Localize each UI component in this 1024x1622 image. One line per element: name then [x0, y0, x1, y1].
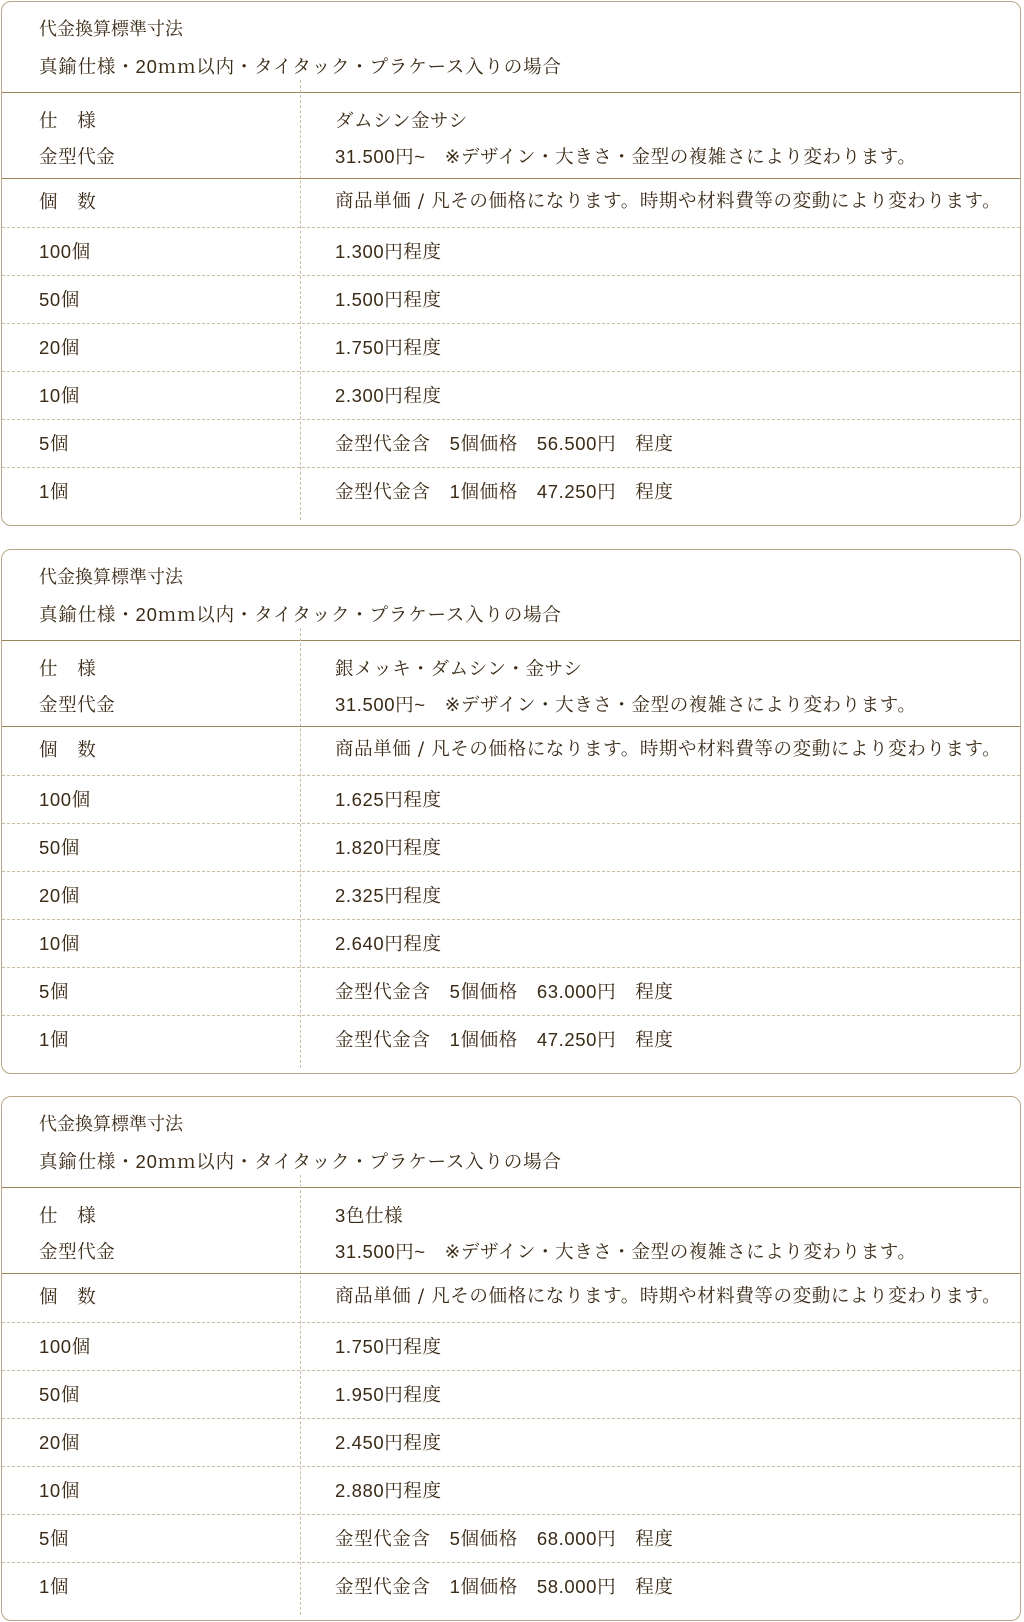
mold-label: 金型代金	[39, 146, 116, 167]
card-header	[2, 1097, 1020, 1188]
row-price: 金型代金含 5個価格 63.000円 程度	[335, 981, 674, 1002]
row-price: 1.500円程度	[335, 289, 442, 310]
card-subtitle: 真鍮仕様・20ｍｍ以内・タイタック・プラケース入りの場合	[39, 604, 562, 625]
card-title: 代金換算標準寸法	[39, 567, 183, 588]
row-qty: 5個	[39, 981, 69, 1002]
row-price: 金型代金含 5個価格 56.500円 程度	[335, 433, 674, 454]
table-row	[2, 1419, 1020, 1467]
row-qty: 100個	[39, 241, 91, 262]
row-price: 金型代金含 1個価格 47.250円 程度	[335, 1029, 674, 1050]
row-price: 1.300円程度	[335, 241, 442, 262]
table-row	[2, 1515, 1020, 1563]
row-qty: 50個	[39, 1384, 80, 1405]
row-price: 金型代金含 5個価格 68.000円 程度	[335, 1528, 674, 1549]
row-price: 金型代金含 1個価格 47.250円 程度	[335, 481, 674, 502]
table-row	[2, 228, 1020, 276]
table-row	[2, 1371, 1020, 1419]
spec-value: ダムシン金サシ	[335, 110, 468, 131]
card-title: 代金換算標準寸法	[39, 19, 183, 40]
table-row	[2, 920, 1020, 968]
row-price: 金型代金含 1個価格 58.000円 程度	[335, 1576, 674, 1597]
table-row	[2, 276, 1020, 324]
row-price: 2.450円程度	[335, 1432, 442, 1453]
row-price: 2.880円程度	[335, 1480, 442, 1501]
spec-value: 銀メッキ・ダムシン・金サシ	[335, 658, 583, 679]
mold-value: 31.500円~ ※デザイン・大きさ・金型の複雑さにより変わります。	[335, 146, 917, 167]
price-card-3	[1, 1096, 1021, 1621]
spec-label: 仕 様	[39, 110, 97, 131]
qty-label: 個 数	[39, 191, 97, 212]
row-price: 2.640円程度	[335, 933, 442, 954]
row-price: 2.325円程度	[335, 885, 442, 906]
table-row	[2, 968, 1020, 1016]
table-row	[2, 776, 1020, 824]
row-qty: 1個	[39, 1576, 69, 1597]
row-qty: 1個	[39, 481, 69, 502]
row-qty: 20個	[39, 885, 80, 906]
row-price: 1.625円程度	[335, 789, 442, 810]
table-row	[2, 324, 1020, 372]
spec-block	[2, 1188, 1020, 1274]
qty-label: 個 数	[39, 1286, 97, 1307]
row-qty: 1個	[39, 1029, 69, 1050]
table-row	[2, 468, 1020, 516]
row-qty: 100個	[39, 789, 91, 810]
qty-note: 商品単価 / 凡その価格になります。時期や材料費等の変動により変わります。	[335, 739, 1002, 760]
table-row	[2, 1467, 1020, 1515]
row-price: 2.300円程度	[335, 385, 442, 406]
row-price: 1.820円程度	[335, 837, 442, 858]
row-qty: 20個	[39, 1432, 80, 1453]
card-header	[2, 2, 1020, 93]
price-card-2	[1, 549, 1021, 1074]
mold-value: 31.500円~ ※デザイン・大きさ・金型の複雑さにより変わります。	[335, 1241, 917, 1262]
row-price: 1.750円程度	[335, 1336, 442, 1357]
row-qty: 10個	[39, 933, 80, 954]
qty-header-row	[2, 1275, 1020, 1323]
row-qty: 5個	[39, 433, 69, 454]
card-subtitle: 真鍮仕様・20ｍｍ以内・タイタック・プラケース入りの場合	[39, 1151, 562, 1172]
table-row	[2, 872, 1020, 920]
row-qty: 100個	[39, 1336, 91, 1357]
table-row	[2, 824, 1020, 872]
spec-value: 3色仕様	[335, 1205, 404, 1226]
table-row	[2, 372, 1020, 420]
spec-block	[2, 93, 1020, 179]
row-qty: 50個	[39, 289, 80, 310]
mold-label: 金型代金	[39, 1241, 116, 1262]
row-price: 1.950円程度	[335, 1384, 442, 1405]
card-subtitle: 真鍮仕様・20ｍｍ以内・タイタック・プラケース入りの場合	[39, 56, 562, 77]
row-qty: 10個	[39, 385, 80, 406]
table-row	[2, 1016, 1020, 1064]
qty-note: 商品単価 / 凡その価格になります。時期や材料費等の変動により変わります。	[335, 191, 1002, 212]
spec-label: 仕 様	[39, 658, 97, 679]
spec-block	[2, 641, 1020, 727]
card-header	[2, 550, 1020, 641]
table-row	[2, 1563, 1020, 1611]
row-price: 1.750円程度	[335, 337, 442, 358]
row-qty: 5個	[39, 1528, 69, 1549]
table-row	[2, 420, 1020, 468]
qty-header-row	[2, 728, 1020, 776]
row-qty: 50個	[39, 837, 80, 858]
row-qty: 10個	[39, 1480, 80, 1501]
mold-label: 金型代金	[39, 694, 116, 715]
spec-label: 仕 様	[39, 1205, 97, 1226]
qty-label: 個 数	[39, 739, 97, 760]
mold-value: 31.500円~ ※デザイン・大きさ・金型の複雑さにより変わります。	[335, 694, 917, 715]
qty-note: 商品単価 / 凡その価格になります。時期や材料費等の変動により変わります。	[335, 1286, 1002, 1307]
qty-header-row	[2, 180, 1020, 228]
price-card-1	[1, 1, 1021, 526]
row-qty: 20個	[39, 337, 80, 358]
card-title: 代金換算標準寸法	[39, 1114, 183, 1135]
table-row	[2, 1323, 1020, 1371]
